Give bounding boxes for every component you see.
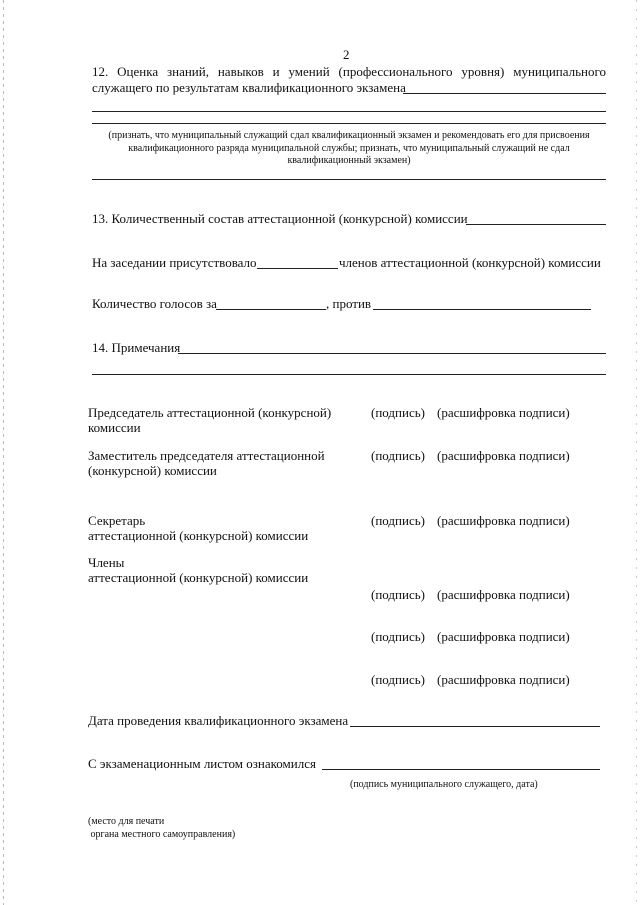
present-members-blank <box>257 268 338 269</box>
notes-label: 14. Примечания <box>92 340 181 355</box>
chairman-label-line-1: Председатель аттестационной (конкурсной) <box>88 405 332 420</box>
deputy-label-line-1: Заместитель председателя аттестационной <box>88 448 325 463</box>
scan-edge-left <box>3 0 4 905</box>
chairman-label-line-2: комиссии <box>88 420 141 435</box>
votes-for-label: Количество голосов за <box>92 296 217 311</box>
exam-date-label: Дата проведения квалификационного экзамена <box>88 713 349 728</box>
section-12-line-1: 12. Оценка знаний, навыков и умений (профессионального уровня) муниципального <box>92 64 606 79</box>
members-label-line-1: Члены <box>88 555 125 570</box>
notes-blank-1 <box>178 353 606 354</box>
notes-blank-2 <box>92 374 606 375</box>
member-2-decode-label: (расшифровка подписи) <box>437 629 570 644</box>
secretary-label-line-2: аттестационной (конкурсной) комиссии <box>88 528 309 543</box>
assessment-note-line-3: квалификационный экзамен) <box>287 155 411 166</box>
scan-edge-right <box>636 0 637 905</box>
assessment-note-line-2: квалификационного разряда муниципальной службы; признать, что муниципальный служащий не сдал <box>128 143 570 154</box>
assessment-blank-3 <box>92 123 606 124</box>
secretary-sign-label: (подпись) <box>371 513 425 528</box>
secretary-label-line-1: Секретарь <box>88 513 146 528</box>
exam-date-blank <box>350 726 600 727</box>
member-3-decode-label: (расшифровка подписи) <box>437 672 570 687</box>
secretary-decode-label: (расшифровка подписи) <box>437 513 570 528</box>
acquainted-label: С экзаменационным листом ознакомился <box>88 756 316 771</box>
assessment-blank-4 <box>92 179 606 180</box>
votes-against-label: , против <box>326 296 372 311</box>
chairman-sign-label: (подпись) <box>371 405 425 420</box>
member-1-decode-label: (расшифровка подписи) <box>437 587 570 602</box>
votes-against-blank <box>373 309 591 310</box>
section-12-line-2: служащего по результатам квалификационного экзамена <box>92 80 406 95</box>
member-3-sign-label: (подпись) <box>371 672 425 687</box>
member-1-sign-label: (подпись) <box>371 587 425 602</box>
acquainted-note: (подпись муниципального служащего, дата) <box>350 779 538 790</box>
deputy-sign-label: (подпись) <box>371 448 425 463</box>
assessment-note-line-1: (признать, что муниципальный служащий сдал квалификационный экзамен и рекомендовать его для присвоения <box>108 130 590 141</box>
chairman-decode-label: (расшифровка подписи) <box>437 405 570 420</box>
page-number: 2 <box>343 47 350 62</box>
deputy-label-line-2: (конкурсной) комиссии <box>88 463 217 478</box>
deputy-decode-label: (расшифровка подписи) <box>437 448 570 463</box>
commission-composition-label: 13. Количественный состав аттестационной (конкурсной) комиссии <box>92 211 468 226</box>
present-members-suffix: членов аттестационной (конкурсной) комиссии <box>339 255 601 270</box>
acquainted-blank <box>322 769 600 770</box>
stamp-place-line-1: (место для печати <box>88 816 165 827</box>
assessment-blank-2 <box>92 111 606 112</box>
members-label-line-2: аттестационной (конкурсной) комиссии <box>88 570 309 585</box>
member-2-sign-label: (подпись) <box>371 629 425 644</box>
votes-for-blank <box>216 309 326 310</box>
assessment-blank-1 <box>403 93 606 94</box>
present-members-prefix: На заседании присутствовало <box>92 255 257 270</box>
stamp-place-line-2: органа местного самоуправления) <box>88 829 236 840</box>
commission-composition-blank <box>466 224 606 225</box>
